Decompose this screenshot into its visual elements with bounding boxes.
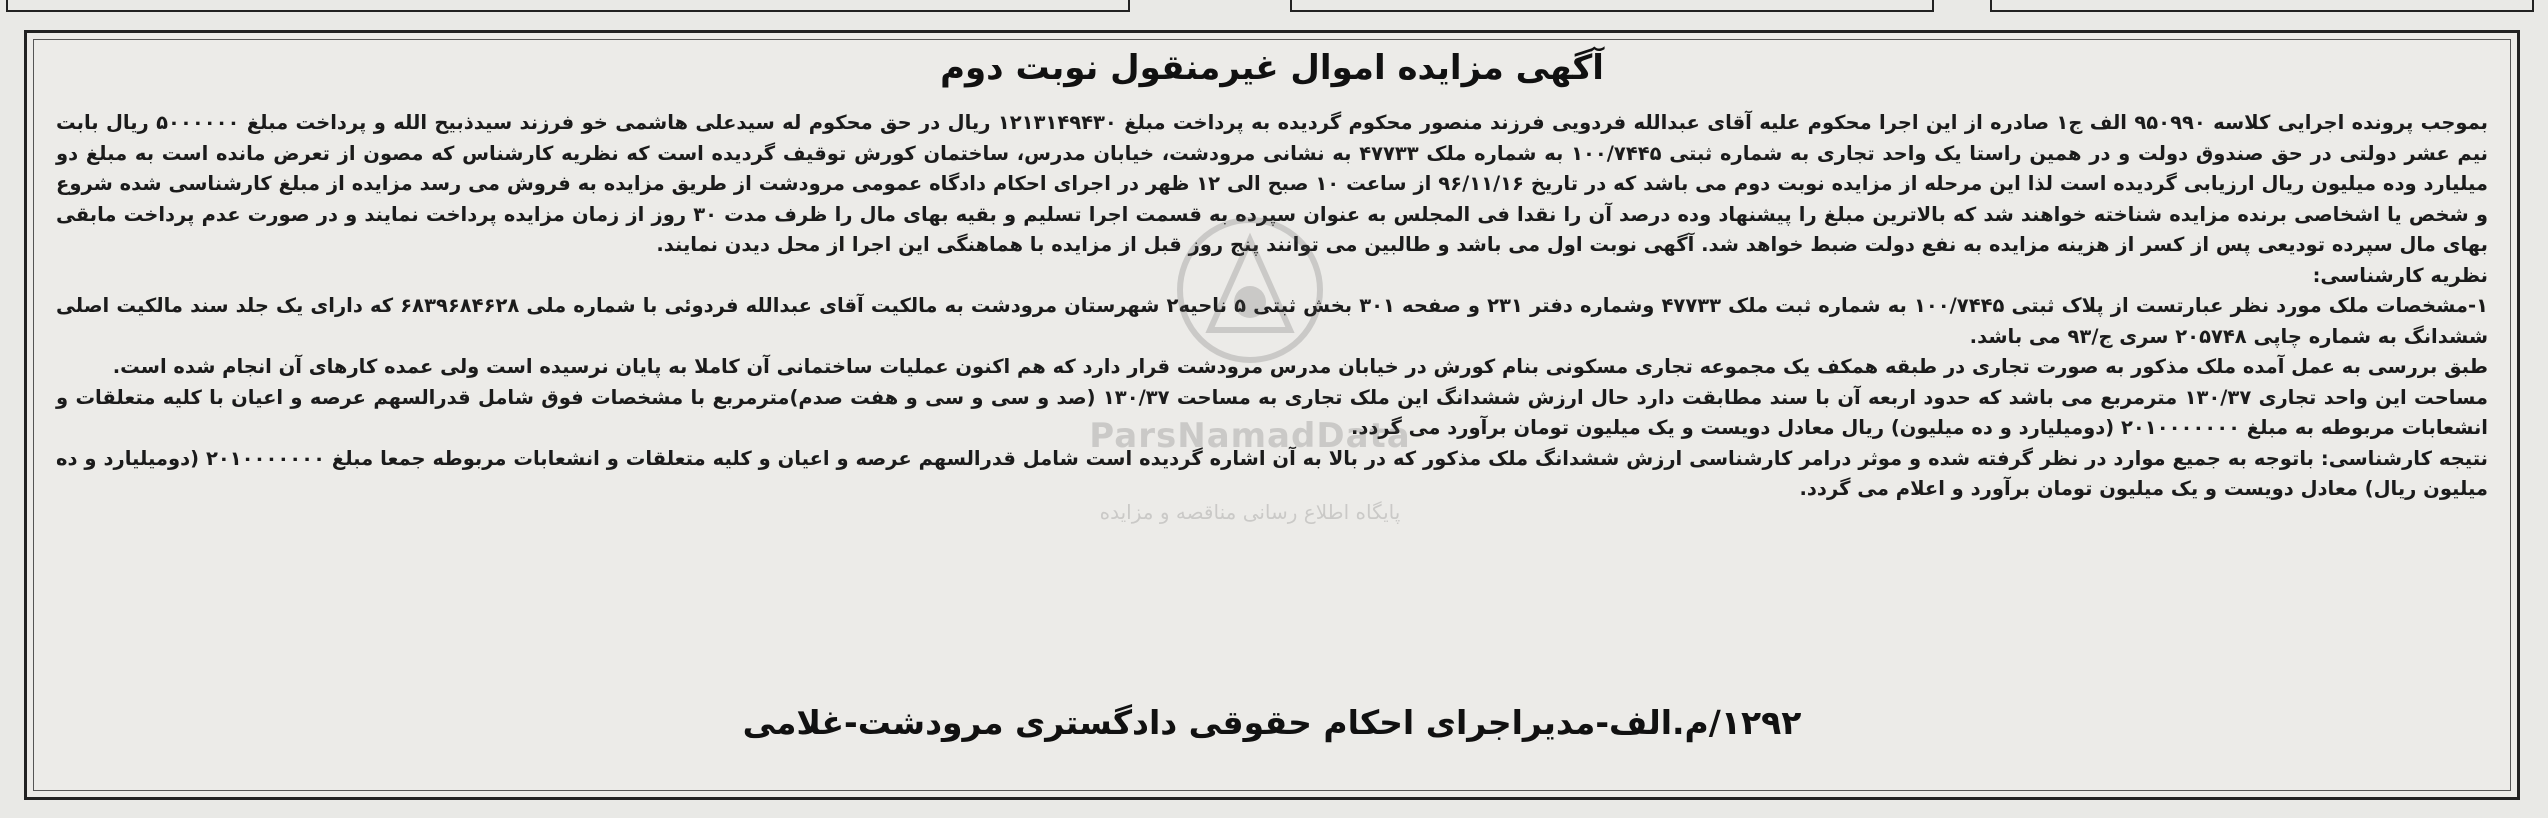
adjacent-ads-strip (0, 0, 2548, 14)
notice-paragraph-property-specs: ۱-مشخصات ملک مورد نظر عبارتست از پلاک ثبتی ۱۰۰/۷۴۴۵ به شماره ثبت ملک ۴۷۷۳۳ وشماره دفتر ۲۳۱ و صفحه ۳۰۱ بخش ثبتی ۵ ناحیه۲ شهرستان مرودشت به مالکیت آقای عبدالله فردوئی با شماره ملی ۶۸۳۹۶۸۴۶۲۸ که دارای یک جلد سند مالکیت اصلی ششدانگ به شماره چاپی ۲۰۵۷۴۸ سری ج/۹۳ می باشد. (56, 294, 2488, 348)
auction-notice-box (24, 30, 2520, 800)
adjacent-ad-frame-right (1990, 0, 2534, 12)
notice-paragraph-expert-heading: نظریه کارشناسی: (2312, 263, 2488, 287)
watermark-subtitle: پایگاه اطلاع رسانی مناقصه و مزایده (1099, 500, 1401, 524)
notice-paragraph-inspection: طبق بررسی به عمل آمده ملک مذکور به صورت تجاری در طبقه همکف یک مجموعه تجاری مسکونی بنام کورش در خیابان مدرس مرودشت قرار دارد که هم اکنون عملیات ساختمانی آن کاملا به پایان نرسیده است ولی عمده کارهای آن انجام شده است. (112, 355, 2488, 378)
adjacent-ad-frame-middle (1290, 0, 1934, 12)
watermark-brand: ParsNamadData (1089, 416, 1411, 456)
adjacent-ad-frame-left (6, 0, 1130, 12)
notice-signature: ۱۲۹۲/م.الف-مدیراجرای احکام حقوقی دادگستری مرودشت-غلامی (742, 703, 1802, 742)
notice-paragraph-area-value: مساحت این واحد تجاری ۱۳۰/۳۷ مترمربع می باشد که حدود اربعه آن با سند مطابقت دارد حال ارزش ششدانگ این ملک تجاری به مساحت ۱۳۰/۳۷ (صد و سی و سی و هفت صدم)مترمربع با مشخصات فوق شامل قدرالسهم عرصه و اعیان با کلیه متعلقات و انشعابات مربوطه به مبلغ ۲۰۱۰۰۰۰۰۰۰ (دومیلیارد و ده میلیون) ریال معادل دویست و یک میلیون تومان برآورد می گردد. (56, 385, 2488, 439)
notice-paragraph-expert-result: نتیجه کارشناسی: باتوجه به جمیع موارد در نظر گرفته شده و موثر درامر کارشناسی ارزش ششدانگ ملک مذکور که در بالا به آن اشاره گردیده است شامل قدرالسهم عرصه و اعیان و کلیه متعلقات و انشعابات مربوطه جمعا مبلغ ۲۰۱۰۰۰۰۰۰۰ (دومیلیارد و ده میلیون ریال) معادل دویست و یک میلیون تومان برآورد و اعلام می گردد. (56, 446, 2489, 500)
notice-title: آگهی مزایده اموال غیرمنقول نوبت دوم (940, 48, 1604, 88)
notice-body (56, 108, 2488, 505)
notice-paragraph-main: بموجب پرونده اجرایی کلاسه ۹۵۰۹۹۰ الف ج۱ صادره از این اجرا محکوم علیه آقای عبدالله فردویی فرزند منصور محکوم گردیده به پرداخت مبلغ ۱۲۱۳۱۴۹۴۳۰ ریال در حق محکوم له سیدعلی هاشمی خو فرزند سیدذبیح الله و پرداخت مبلغ ۵۰۰۰۰۰۰ ریال بابت نیم عشر دولتی در حق صندوق دولت و در همین راستا یک واحد تجاری به شماره ثبتی ۱۰۰/۷۴۴۵ به شماره ملک ۴۷۷۳۳ به نشانی مرودشت، خیابان مدرس، ساختمان کورش توقیف گردیده است که نظریه کارشناس که مصون از تعرض مانده است به مبلغ دو میلیارد وده میلیون ریال ارزیابی گردیده است لذا این مرحله از مزایده نوبت دوم می باشد که در تاریخ ۹۶/۱۱/۱۶ از ساعت ۱۰ صبح الی ۱۲ ظهر در اجرای احکام دادگاه عمومی مرودشت از طریق مزایده به فروش می رسد مزایده از مبلغ کارشناسی شده شروع و شخص یا اشخاصی برنده مزایده شناخته خواهند شد که بالاترین مبلغ را پیشنهاد وده درصد آن را نقدا فی المجلس به عنوان سپرده به قسمت اجرا تسلیم و بقیه بهای مال را ظرف مدت ۳۰ روز از زمان مزایده پرداخت نمایند و در صورت عدم پرداخت مابقی بهای مال سپرده تودیعی پس از کسر از هزینه مزایده به نفع دولت ضبط خواهد شد. آگهی نوبت اول می باشد و طالبین می توانند پنج روز قبل از مزایده با هماهنگی این اجرا از محل دیدن نمایند. (56, 111, 2488, 256)
notice-inner-border (33, 39, 2511, 791)
